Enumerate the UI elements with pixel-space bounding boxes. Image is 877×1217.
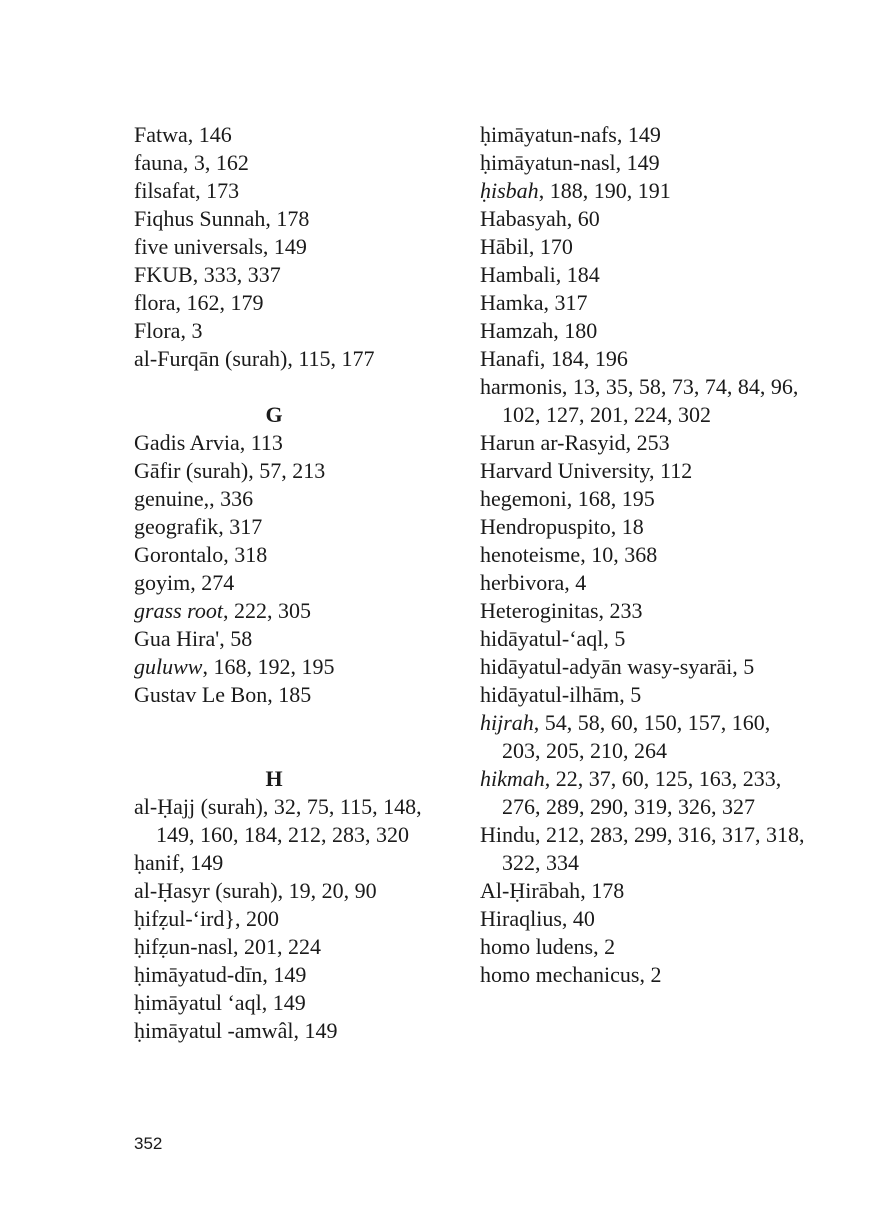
index-entry — [134, 177, 444, 205]
index-term: hidāyatul-‘aql — [480, 626, 604, 651]
index-pages: , 168, 195 — [566, 486, 655, 511]
index-pages: , 212, 283, 299, 316, 317, 318, 322, 334 — [502, 822, 805, 875]
index-pages: , 233 — [598, 598, 643, 623]
index-term: grass root — [134, 598, 224, 623]
index-term: Fatwa — [134, 122, 188, 147]
index-pages: , 18 — [610, 514, 644, 539]
index-term: al-Furqān (surah) — [134, 346, 288, 371]
index-entry — [480, 261, 810, 289]
index-entry — [480, 317, 810, 345]
index-term: fauna — [134, 150, 183, 175]
index-entry — [134, 961, 444, 989]
index-entry — [480, 569, 810, 597]
index-entry — [134, 149, 444, 177]
index-term: Habasyah — [480, 206, 567, 231]
index-pages: , 58 — [219, 626, 253, 651]
index-pages: , 170 — [528, 234, 573, 259]
index-term: Hamka — [480, 290, 544, 315]
index-entry — [134, 261, 444, 289]
index-group-g — [134, 429, 444, 709]
section-letter-h: H — [265, 766, 283, 791]
index-term: henoteisme — [480, 542, 581, 567]
index-entry — [480, 933, 810, 961]
index-term: herbivora — [480, 570, 565, 595]
index-term: hegemoni — [480, 486, 567, 511]
index-term: geografik — [134, 514, 219, 539]
index-pages: , 112 — [649, 458, 693, 483]
index-entry — [480, 877, 810, 905]
index-term: Hindu — [480, 822, 535, 847]
index-entry — [134, 205, 444, 233]
index-group-f — [134, 121, 444, 373]
index-term: Gua Hira' — [134, 626, 220, 651]
index-pages: , 115, 177 — [287, 346, 375, 371]
index-pages: , 173 — [195, 178, 240, 203]
index-term: Hendropuspito — [480, 514, 611, 539]
index-entry — [480, 149, 810, 177]
index-pages: , 188, 190, 191 — [538, 178, 671, 203]
page-number: 352 — [134, 1134, 163, 1153]
index-entry — [134, 317, 444, 345]
index-term: FKUB — [134, 262, 193, 287]
index-entry — [134, 1017, 444, 1045]
index-term: ḥimāyatun-nasl — [480, 150, 616, 175]
index-pages: , 60 — [566, 206, 600, 231]
index-entry — [134, 793, 444, 849]
index-term: ḥimāyatud-dīn — [134, 962, 263, 987]
index-pages: , 5 — [732, 654, 755, 679]
index-pages: , 274 — [190, 570, 235, 595]
index-pages: , 200 — [234, 906, 279, 931]
index-pages: , 149 — [615, 150, 660, 175]
index-entry — [480, 513, 810, 541]
index-entry — [134, 345, 444, 373]
index-entry — [480, 961, 810, 989]
index-entry — [134, 877, 444, 905]
index-term: ḥisbah — [480, 178, 539, 203]
index-column-left — [134, 121, 444, 1045]
index-pages: , 4 — [564, 570, 587, 595]
index-entry — [134, 429, 444, 457]
index-term: Harvard University — [480, 458, 650, 483]
index-pages: , 5 — [603, 626, 626, 651]
index-entry — [134, 513, 444, 541]
index-term: Hābil — [480, 234, 529, 259]
index-pages: , 57, 213 — [248, 458, 326, 483]
index-term: Fiqhus Sunnah — [134, 206, 266, 231]
index-term: Heteroginitas — [480, 598, 599, 623]
index-pages: , 113 — [239, 430, 283, 455]
index-term: goyim — [134, 570, 191, 595]
index-pages: , 253 — [625, 430, 670, 455]
index-entry — [480, 653, 810, 681]
index-entry — [134, 653, 444, 681]
index-pages: , 222, 305 — [223, 598, 312, 623]
index-pages: , 149 — [262, 234, 307, 259]
index-pages: , 149 — [179, 850, 224, 875]
index-entry — [134, 485, 444, 513]
index-entry — [480, 821, 810, 877]
spacer — [134, 709, 444, 737]
index-term: hikmah — [480, 766, 545, 791]
index-entry — [480, 905, 810, 933]
index-group-right — [480, 121, 810, 989]
index-pages: , 2 — [639, 962, 662, 987]
index-entry — [480, 541, 810, 569]
index-entry — [134, 597, 444, 625]
index-term: ḥimāyatun-nafs — [480, 122, 617, 147]
index-entry — [480, 765, 810, 821]
index-term: hidāyatul-adyān wasy-syarāi — [480, 654, 733, 679]
index-pages: , 40 — [561, 906, 595, 931]
index-entry — [134, 121, 444, 149]
index-term: flora — [134, 290, 176, 315]
index-term: ḥanif — [134, 850, 180, 875]
index-group-h — [134, 793, 444, 1045]
index-pages: , 19, 20, 90 — [277, 878, 377, 903]
index-term: al-Ḥasyr (surah) — [134, 878, 278, 903]
index-pages: , 184, 196 — [539, 346, 628, 371]
index-term: ḥimāyatul -amwâl — [134, 1018, 294, 1043]
index-pages: , 149 — [293, 1018, 338, 1043]
index-term: homo mechanicus — [480, 962, 640, 987]
index-entry — [480, 345, 810, 373]
index-term: Hamzah — [480, 318, 554, 343]
index-pages: , 168, 192, 195 — [202, 654, 335, 679]
index-pages: , 32, 75, 115, 148, 149, 160, 184, 212, 283, 320 — [156, 794, 422, 847]
index-entry — [480, 121, 810, 149]
index-entry — [480, 485, 810, 513]
index-pages: , 3, 162 — [182, 150, 249, 175]
index-term: al-Ḥajj (surah) — [134, 794, 263, 819]
index-column-right — [480, 121, 810, 989]
index-entry — [480, 625, 810, 653]
index-pages: , 3 — [180, 318, 203, 343]
index-pages: , 317 — [543, 290, 588, 315]
index-term: hijrah — [480, 710, 534, 735]
index-entry — [134, 541, 444, 569]
index-term: Flora — [134, 318, 181, 343]
index-entry — [480, 373, 810, 429]
index-term: guluww — [134, 654, 203, 679]
index-term: harmonis — [480, 374, 562, 399]
index-term: Al-Ḥirābah — [480, 878, 581, 903]
index-pages: , 317 — [218, 514, 263, 539]
index-pages: , 180 — [553, 318, 598, 343]
index-pages: , 149 — [616, 122, 661, 147]
index-term: Hambali — [480, 262, 556, 287]
index-pages: , 10, 368 — [580, 542, 658, 567]
index-entry — [134, 681, 444, 709]
index-pages: , 2 — [593, 934, 616, 959]
index-term: Hanafi — [480, 346, 540, 371]
index-term: Hiraqlius — [480, 906, 562, 931]
index-entry — [134, 457, 444, 485]
index-pages: , 149 — [261, 990, 306, 1015]
index-entry — [480, 597, 810, 625]
index-term: homo ludens — [480, 934, 594, 959]
index-entry — [134, 569, 444, 597]
index-entry — [480, 177, 810, 205]
index-term: Gorontalo — [134, 542, 224, 567]
index-term: five universals — [134, 234, 263, 259]
index-term: ḥifẓun-nasl — [134, 934, 233, 959]
index-entry — [480, 205, 810, 233]
index-entry — [480, 289, 810, 317]
index-pages: , 178 — [580, 878, 625, 903]
index-entry — [480, 233, 810, 261]
index-pages: , 146 — [187, 122, 232, 147]
index-entry — [480, 709, 810, 765]
index-term: Harun ar-Rasyid — [480, 430, 626, 455]
index-term: Gāfir (surah) — [134, 458, 249, 483]
index-entry — [480, 429, 810, 457]
section-letter-g: G — [265, 402, 283, 427]
index-pages: , 184 — [555, 262, 600, 287]
index-entry — [134, 933, 444, 961]
index-entry — [134, 233, 444, 261]
index-pages: , 178 — [265, 206, 310, 231]
index-pages: , 201, 224 — [232, 934, 321, 959]
index-entry — [134, 849, 444, 877]
index-term: hidāyatul-ilhām — [480, 682, 620, 707]
index-term: genuine, — [134, 486, 210, 511]
index-pages: , 54, 58, 60, 150, 157, 160, 203, 205, 210, 264 — [502, 710, 771, 763]
index-entry — [480, 681, 810, 709]
index-entry — [134, 989, 444, 1017]
index-pages: , 318 — [223, 542, 268, 567]
spacer — [134, 373, 444, 401]
spacer — [134, 737, 444, 765]
index-term: ḥimāyatul ‘aql — [134, 990, 262, 1015]
index-pages: , 22, 37, 60, 125, 163, 233, 276, 289, 290, 319, 326, 327 — [502, 766, 782, 819]
index-term: Gustav Le Bon — [134, 682, 268, 707]
index-entry — [134, 625, 444, 653]
index-pages: , 185 — [267, 682, 312, 707]
index-entry — [480, 457, 810, 485]
index-pages: , 13, 35, 58, 73, 74, 84, 96, 102, 127, 201, 224, 302 — [502, 374, 799, 427]
index-term: filsafat — [134, 178, 196, 203]
index-entry — [134, 289, 444, 317]
index-pages: , 5 — [619, 682, 642, 707]
index-pages: , 333, 337 — [192, 262, 281, 287]
index-entry — [134, 905, 444, 933]
index-pages: , 336 — [209, 486, 254, 511]
index-pages: , 162, 179 — [175, 290, 264, 315]
index-pages: , 149 — [262, 962, 307, 987]
index-term: ḥifẓul-‘ird} — [134, 906, 235, 931]
index-term: Gadis Arvia — [134, 430, 240, 455]
